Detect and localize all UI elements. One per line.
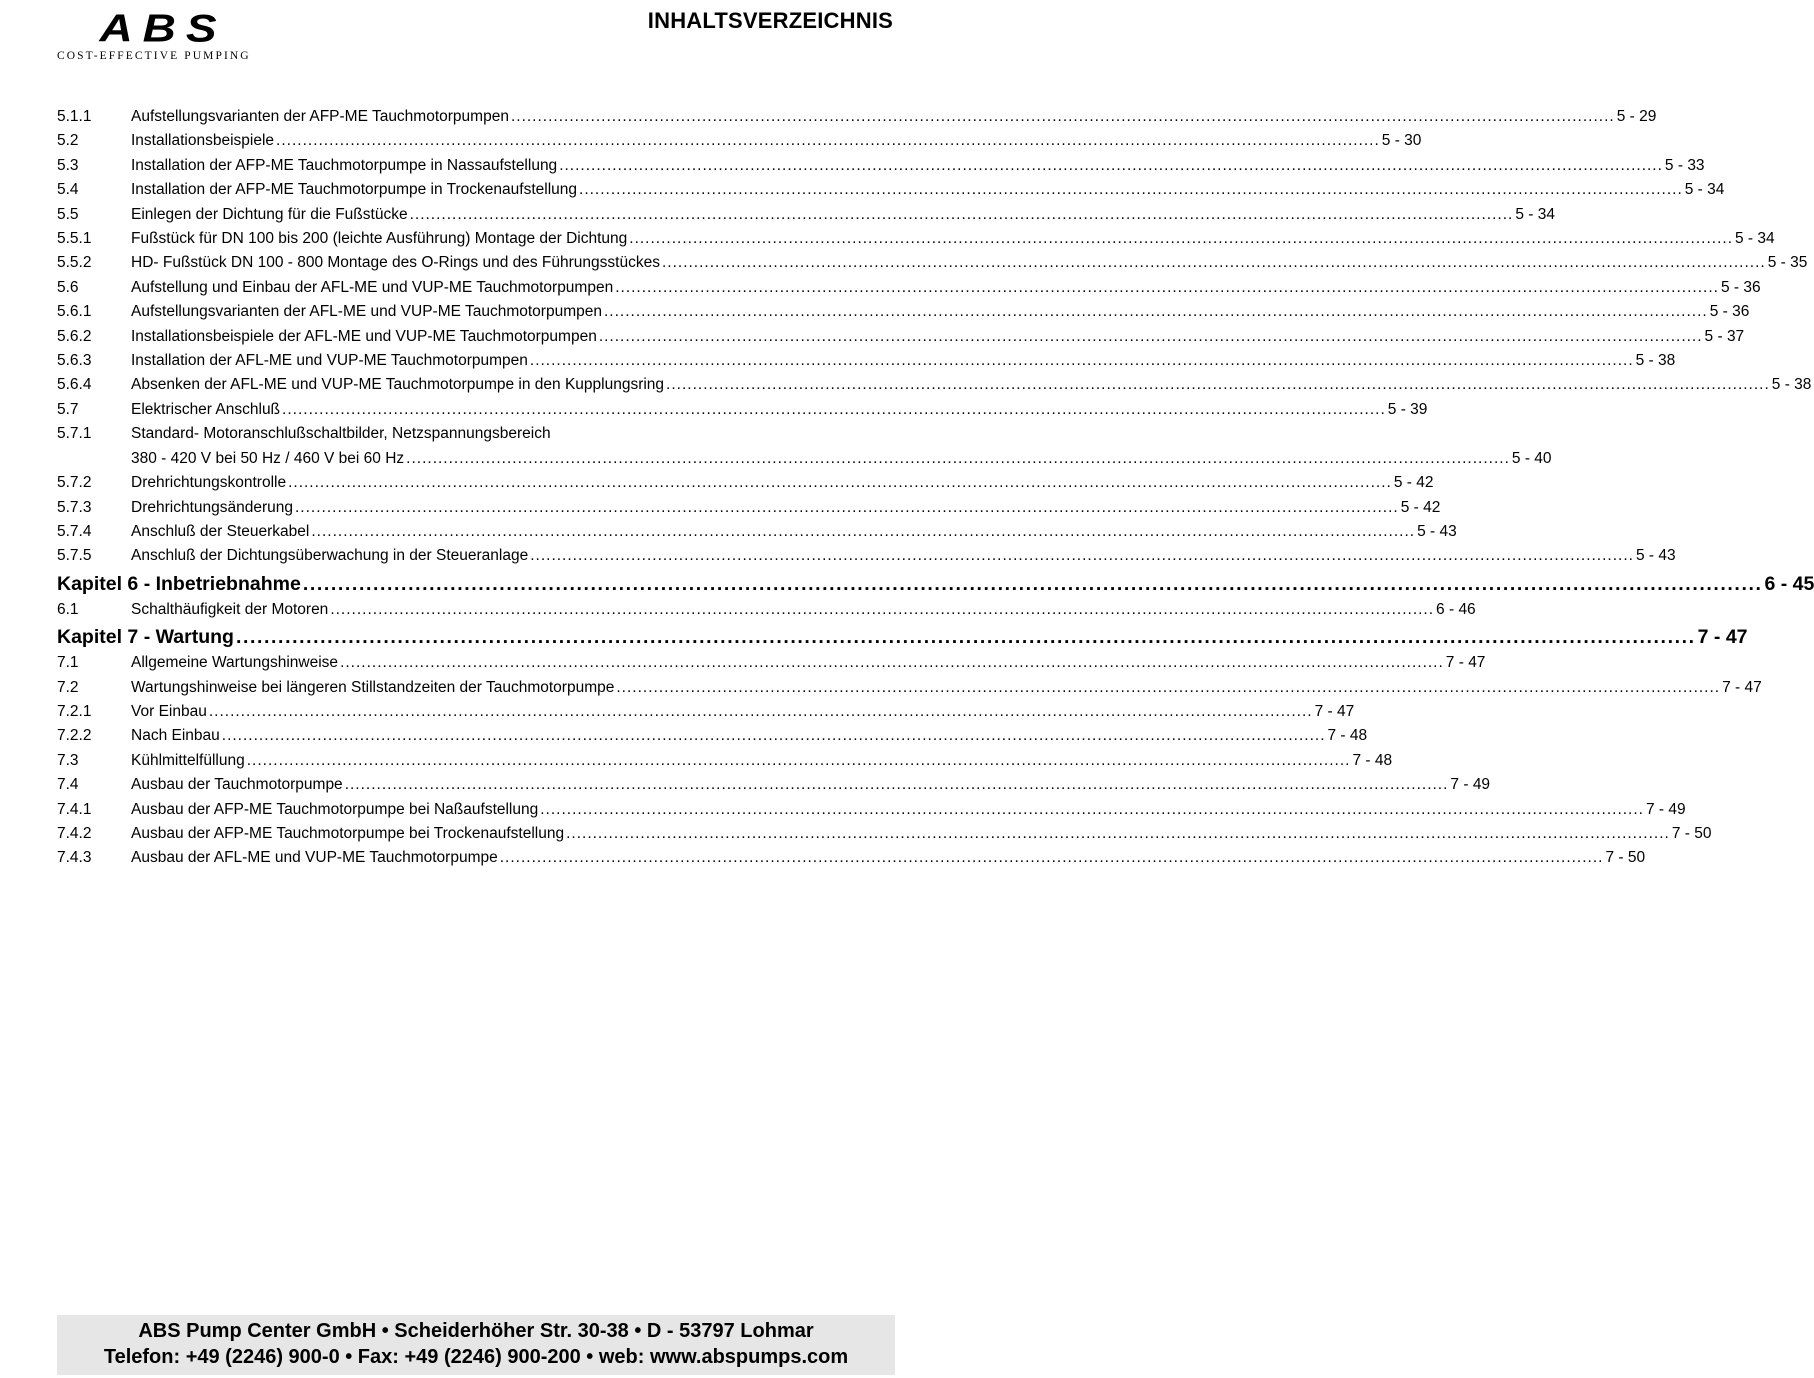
toc-entry-title: Vor Einbau — [131, 702, 207, 720]
toc-entry — [57, 846, 1646, 870]
toc-chapter-heading — [57, 623, 1748, 651]
toc-entry-title: Nach Einbau — [131, 727, 220, 745]
toc-page-number: 5 - 35 — [1767, 254, 1808, 272]
toc-leader-dots — [511, 105, 1615, 129]
toc-page-number: 7 - 47 — [1697, 626, 1748, 649]
toc-section-number: 7.2.1 — [57, 702, 92, 720]
toc-entry — [57, 773, 1491, 797]
toc-entry — [57, 422, 889, 446]
toc-page-number: 5 - 34 — [1735, 230, 1775, 248]
toc-section-number: 6.1 — [57, 600, 79, 618]
toc-entry-title: Installation der AFL-ME und VUP-ME Tauchmotorpumpen — [131, 352, 528, 370]
toc-section-number: 5.6.2 — [57, 327, 92, 345]
toc-section-number: 5.6.4 — [57, 376, 92, 394]
toc-entry-title: Elektrischer Anschluß — [131, 400, 281, 418]
toc-leader-dots — [303, 570, 1763, 598]
toc-section-number: 5.7 — [57, 400, 79, 418]
toc-entry-continuation — [57, 447, 1552, 471]
logo-wordmark: ABS — [99, 5, 227, 51]
toc-entry-title: Aufstellungsvarianten der AFL-ME und VUP-ME Tauchmotorpumpen — [131, 303, 602, 321]
toc-entry-title: Drehrichtungsänderung — [131, 498, 293, 516]
toc-leader-dots — [500, 846, 1604, 870]
toc-entry-title: Allgemeine Wartungshinweise — [131, 654, 339, 672]
toc-page-number: 5 - 39 — [1387, 400, 1428, 418]
toc-entry — [57, 544, 1676, 568]
toc-page-number: 5 - 42 — [1393, 474, 1434, 492]
toc-entry — [57, 105, 1657, 129]
toc-entry — [57, 251, 1808, 275]
toc-entry-title: Anschluß der Dichtungsüberwachung in der Steueranlage — [131, 547, 529, 565]
toc-entry-title: Einlegen der Dichtung für die Fußstücke — [131, 205, 408, 223]
toc-leader-dots — [599, 325, 1703, 349]
toc-section-number: 5.2 — [57, 132, 79, 150]
toc-chapter-heading — [57, 570, 1814, 598]
toc-section-number: 5.7.5 — [57, 547, 92, 565]
toc-page-number: 5 - 37 — [1704, 327, 1745, 345]
toc-entry — [57, 373, 1812, 397]
toc-entry-title: Installationsbeispiele der AFL-ME und VUP-ME Tauchmotorpumpen — [131, 327, 597, 345]
footer-phone-web: Telefon: +49 (2246) 900-0 • Fax: +49 (2246) 900-200 • web: www.abspumps.com — [103, 1346, 849, 1368]
toc-page-number: 5 - 34 — [1515, 205, 1555, 223]
toc-leader-dots — [410, 203, 1514, 227]
toc-entry-title: Ausbau der AFP-ME Tauchmotorpumpe bei Trockenaufstellung — [131, 824, 565, 842]
company-logo — [57, 5, 269, 62]
toc-entry-title: Fußstück für DN 100 bis 200 (leichte Ausführung) Montage der Dichtung — [131, 230, 628, 248]
toc-section-number: 5.4 — [57, 181, 79, 199]
toc-entry — [57, 349, 1676, 373]
toc-page-number: 7 - 48 — [1352, 751, 1393, 769]
toc-entry — [57, 300, 1750, 324]
toc-page-number: 7 - 48 — [1327, 727, 1368, 745]
toc-leader-dots — [340, 651, 1444, 675]
toc-section-number: 5.6.3 — [57, 352, 92, 370]
toc-leader-dots — [311, 520, 1415, 544]
toc-entry-title: Wartungshinweise bei längeren Stillstandzeiten der Tauchmotorpumpe — [131, 678, 615, 696]
toc-leader-dots — [288, 471, 1392, 495]
toc-entry — [57, 178, 1725, 202]
toc-page-number: 7 - 50 — [1605, 849, 1646, 867]
toc-section-number: 5.7.4 — [57, 522, 92, 540]
toc-leader-dots — [209, 700, 1313, 724]
toc-section-number: 7.4.3 — [57, 849, 92, 867]
toc-leader-dots — [604, 300, 1708, 324]
toc-entry-title: Installation der AFP-ME Tauchmotorpumpe in Trockenaufstellung — [131, 181, 578, 199]
toc-leader-dots — [406, 447, 1510, 471]
toc-section-number: 5.6.1 — [57, 303, 92, 321]
table-of-contents — [57, 105, 1814, 871]
toc-section-number: 5.7.2 — [57, 474, 92, 492]
toc-entry — [57, 471, 1434, 495]
toc-section-number: 7.2 — [57, 678, 79, 696]
toc-entry — [57, 520, 1457, 544]
toc-section-number: 5.5 — [57, 205, 79, 223]
toc-entry — [57, 154, 1705, 178]
toc-entry-title: Anschluß der Steuerkabel — [131, 522, 310, 540]
toc-entry-title: Installationsbeispiele — [131, 132, 275, 150]
toc-section-number: 7.4.2 — [57, 824, 92, 842]
toc-entry — [57, 276, 1761, 300]
toc-entry-title: Kühlmittelfüllung — [131, 751, 245, 769]
toc-entry — [57, 651, 1486, 675]
toc-page-number: 5 - 38 — [1771, 376, 1812, 394]
toc-page-number: 7 - 47 — [1445, 654, 1486, 672]
toc-leader-dots — [579, 178, 1683, 202]
toc-page-number: 5 - 40 — [1511, 449, 1552, 467]
toc-leader-dots — [566, 822, 1670, 846]
logo-tagline: COST-EFFECTIVE PUMPING — [57, 50, 251, 62]
toc-leader-dots — [530, 349, 1634, 373]
toc-entry-title: Drehrichtungskontrolle — [131, 474, 287, 492]
toc-leader-dots — [540, 798, 1644, 822]
toc-entry — [57, 724, 1368, 748]
toc-section-number: 5.7.1 — [57, 425, 92, 443]
toc-leader-dots — [222, 724, 1326, 748]
toc-page-number: 7 - 49 — [1645, 800, 1686, 818]
toc-page-number: 6 - 45 — [1764, 572, 1814, 595]
toc-section-number: 5.6 — [57, 278, 79, 296]
toc-leader-dots — [345, 773, 1449, 797]
toc-leader-dots — [295, 496, 1399, 520]
toc-entry-title: Aufstellung und Einbau der AFL-ME und VUP-ME Tauchmotorpumpen — [131, 278, 614, 296]
toc-page-number: 5 - 42 — [1400, 498, 1441, 516]
toc-entry — [57, 325, 1745, 349]
toc-section-number: 7.1 — [57, 654, 79, 672]
toc-entry-title: Ausbau der Tauchmotorpumpe — [131, 776, 343, 794]
toc-entry-title: Installation der AFP-ME Tauchmotorpumpe in Nassaufstellung — [131, 156, 558, 174]
toc-entry — [57, 798, 1686, 822]
toc-entry — [57, 676, 1762, 700]
toc-section-number: 7.4.1 — [57, 800, 92, 818]
toc-entry — [57, 822, 1712, 846]
toc-page-number: 5 - 43 — [1635, 547, 1676, 565]
toc-page-number: 5 - 36 — [1709, 303, 1750, 321]
toc-entry — [57, 749, 1393, 773]
toc-page-number: 5 - 43 — [1417, 522, 1457, 540]
toc-leader-dots — [247, 749, 1351, 773]
toc-page-number: 5 - 30 — [1381, 132, 1422, 150]
toc-chapter-title: Kapitel 7 - Wartung — [57, 626, 234, 649]
toc-entry-title: Ausbau der AFP-ME Tauchmotorpumpe bei Naßaufstellung — [131, 800, 539, 818]
toc-section-number: 5.1.1 — [57, 108, 92, 125]
toc-entry — [57, 496, 1441, 520]
toc-section-number: 7.4 — [57, 776, 79, 794]
toc-page-number: 5 - 29 — [1616, 108, 1657, 125]
toc-entry-title: HD- Fußstück DN 100 - 800 Montage des O-Rings und des Führungsstückes — [131, 254, 660, 272]
toc-entry-title: Aufstellungsvarianten der AFP-ME Tauchmotorpumpen — [131, 108, 509, 125]
toc-chapter-title: Kapitel 6 - Inbetriebnahme — [57, 572, 301, 595]
toc-leader-dots — [282, 398, 1386, 422]
toc-section-number: 5.3 — [57, 156, 79, 174]
toc-leader-dots — [662, 251, 1766, 275]
toc-page-number: 5 - 33 — [1664, 156, 1705, 174]
toc-leader-dots — [629, 227, 1733, 251]
toc-section-number: 5.5.2 — [57, 254, 92, 272]
toc-leader-dots — [236, 623, 1696, 651]
footer-contact — [57, 1315, 895, 1375]
toc-leader-dots — [330, 598, 1434, 622]
toc-entry-title: Schalthäufigkeit der Motoren — [131, 600, 329, 618]
toc-leader-dots — [530, 544, 1634, 568]
toc-page-number: 7 - 47 — [1722, 678, 1762, 696]
toc-leader-dots — [559, 154, 1663, 178]
toc-page-number: 7 - 50 — [1671, 824, 1712, 842]
footer-address: ABS Pump Center GmbH • Scheiderhöher Str. 30-38 • D - 53797 Lohmar — [138, 1320, 814, 1342]
toc-entry — [57, 398, 1428, 422]
toc-entry-title: Ausbau der AFL-ME und VUP-ME Tauchmotorpumpe — [131, 849, 498, 867]
toc-page-number: 7 - 47 — [1314, 702, 1355, 720]
toc-leader-dots — [616, 676, 1720, 700]
toc-page-number: 7 - 49 — [1450, 776, 1491, 794]
toc-entry — [57, 700, 1355, 724]
toc-leader-dots — [276, 129, 1380, 153]
toc-section-number: 7.3 — [57, 751, 79, 769]
toc-page-number: 6 - 46 — [1436, 600, 1476, 618]
toc-entry-title: Absenken der AFL-ME und VUP-ME Tauchmotorpumpe in den Kupplungsring — [131, 376, 665, 394]
toc-page-number: 5 - 38 — [1635, 352, 1676, 370]
toc-leader-dots — [666, 373, 1770, 397]
toc-entry — [57, 227, 1775, 251]
toc-entry — [57, 203, 1555, 227]
page-title: INHALTSVERZEICHNIS — [647, 8, 893, 33]
toc-page-number: 5 - 34 — [1684, 181, 1725, 199]
toc-entry — [57, 598, 1476, 622]
toc-page-number: 5 - 36 — [1720, 278, 1761, 296]
toc-entry-title: Standard- Motoranschlußschaltbilder, Netzspannungsbereich — [131, 425, 551, 443]
toc-section-number: 5.5.1 — [57, 230, 92, 248]
toc-entry-title-line2: 380 - 420 V bei 50 Hz / 460 V bei 60 Hz — [131, 449, 405, 467]
toc-entry — [57, 129, 1422, 153]
toc-section-number: 5.7.3 — [57, 498, 92, 516]
toc-section-number: 7.2.2 — [57, 727, 92, 745]
toc-leader-dots — [615, 276, 1719, 300]
